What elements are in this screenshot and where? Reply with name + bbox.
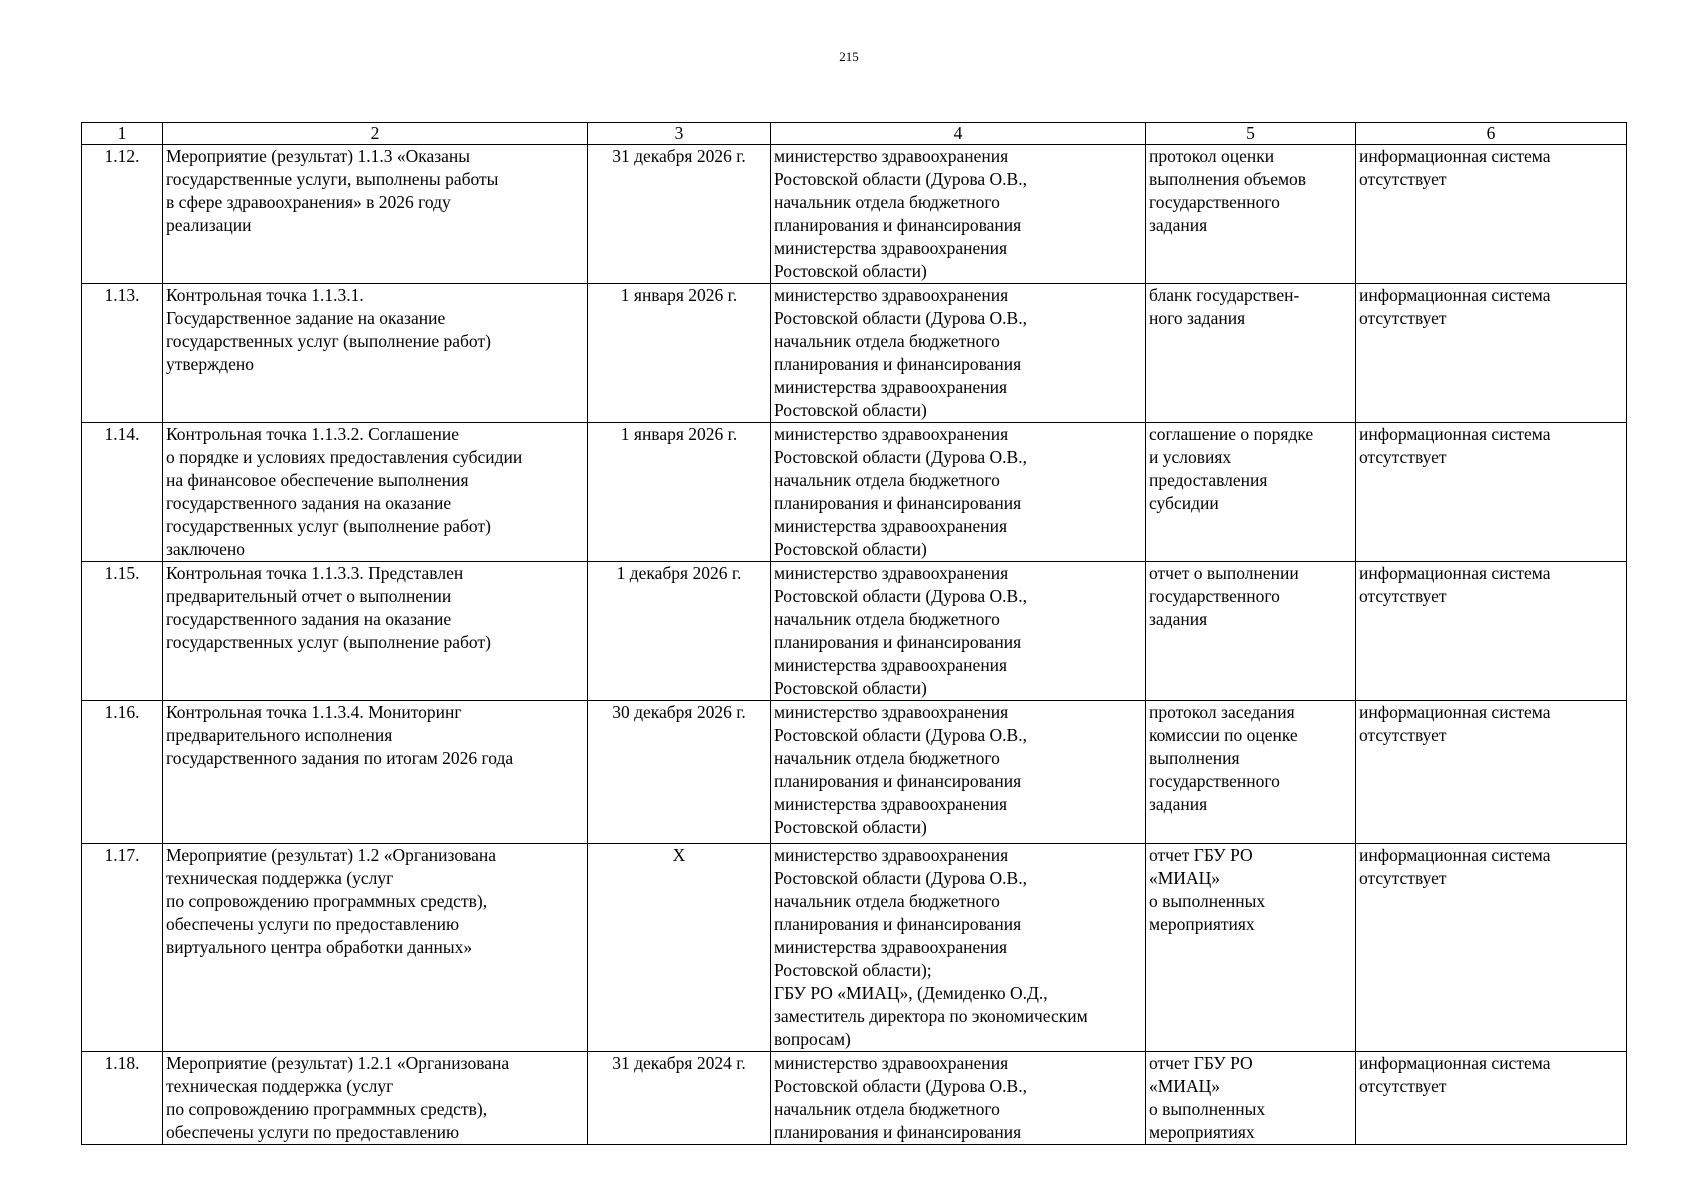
table-row — [82, 562, 1627, 701]
table-row — [82, 423, 1627, 562]
event-name: Контрольная точка 1.1.3.2. Соглашение о порядке и условиях предоставления субсидии на финансовое обеспечение выполнения государственного задания на оказание государственных услуг (выполнение работ) заключено — [163, 423, 588, 562]
confirming-document: протокол заседания комиссии по оценке выполнения государственного задания — [1146, 701, 1356, 844]
event-name: Мероприятие (результат) 1.2 «Организована техническая поддержка (услуг по сопровождению программных средств), обеспечены услуги по предоставлению виртуального центра обработки данных» — [163, 844, 588, 1052]
row-number: 1.16. — [82, 701, 163, 844]
row-number: 1.17. — [82, 844, 163, 1052]
information-system: информационная система отсутствует — [1356, 701, 1627, 844]
table-row — [82, 1052, 1627, 1145]
event-name: Мероприятие (результат) 1.2.1 «Организована техническая поддержка (услуг по сопровождению программных средств), обеспечены услуги по предоставлению — [163, 1052, 588, 1145]
table-body — [82, 145, 1627, 1145]
responsible-executor: министерство здравоохранения Ростовской области (Дурова О.В., начальник отдела бюджетного планирования и финансирования министерства здравоохранения Ростовской области) — [771, 701, 1146, 844]
column-header-1: 1 — [82, 123, 163, 145]
column-header-6: 6 — [1356, 123, 1627, 145]
schedule-table — [81, 122, 1627, 1145]
table-row — [82, 701, 1627, 844]
row-number: 1.13. — [82, 284, 163, 423]
responsible-executor: министерство здравоохранения Ростовской области (Дурова О.В., начальник отдела бюджетного планирования и финансирования министерства здравоохранения Ростовской области) — [771, 562, 1146, 701]
deadline-date: 31 декабря 2026 г. — [588, 145, 771, 284]
table-row — [82, 145, 1627, 284]
information-system: информационная система отсутствует — [1356, 423, 1627, 562]
deadline-date: 30 декабря 2026 г. — [588, 701, 771, 844]
column-header-5: 5 — [1146, 123, 1356, 145]
deadline-date: 1 декабря 2026 г. — [588, 562, 771, 701]
page-number: 215 — [839, 49, 859, 64]
row-number: 1.12. — [82, 145, 163, 284]
confirming-document: соглашение о порядке и условиях предоставления субсидии — [1146, 423, 1356, 562]
row-number: 1.14. — [82, 423, 163, 562]
deadline-date: 1 января 2026 г. — [588, 423, 771, 562]
responsible-executor: министерство здравоохранения Ростовской области (Дурова О.В., начальник отдела бюджетного планирования и финансирования министерства здравоохранения Ростовской области) — [771, 284, 1146, 423]
information-system: информационная система отсутствует — [1356, 145, 1627, 284]
table-header — [82, 123, 1627, 145]
event-name: Мероприятие (результат) 1.1.3 «Оказаны государственные услуги, выполнены работы в сфере здравоохранения» в 2026 году реализации — [163, 145, 588, 284]
table-row — [82, 284, 1627, 423]
confirming-document: отчет ГБУ РО «МИАЦ» о выполненных мероприятиях — [1146, 1052, 1356, 1145]
event-name: Контрольная точка 1.1.3.1. Государственное задание на оказание государственных услуг (выполнение работ) утверждено — [163, 284, 588, 423]
event-name: Контрольная точка 1.1.3.3. Представлен предварительный отчет о выполнении государственного задания на оказание государственных услуг (выполнение работ) — [163, 562, 588, 701]
confirming-document: отчет ГБУ РО «МИАЦ» о выполненных мероприятиях — [1146, 844, 1356, 1052]
column-header-3: 3 — [588, 123, 771, 145]
table-row — [82, 844, 1627, 1052]
information-system: информационная система отсутствует — [1356, 284, 1627, 423]
responsible-executor: министерство здравоохранения Ростовской области (Дурова О.В., начальник отдела бюджетного планирования и финансирования — [771, 1052, 1146, 1145]
row-number: 1.18. — [82, 1052, 163, 1145]
deadline-date: 31 декабря 2024 г. — [588, 1052, 771, 1145]
confirming-document: бланк государствен- ного задания — [1146, 284, 1356, 423]
column-header-2: 2 — [163, 123, 588, 145]
row-number: 1.15. — [82, 562, 163, 701]
responsible-executor: министерство здравоохранения Ростовской области (Дурова О.В., начальник отдела бюджетного планирования и финансирования министерства здравоохранения Ростовской области); ГБУ РО «МИАЦ», (Демиденко О.Д., заместитель директора по экономическим вопросам) — [771, 844, 1146, 1052]
event-name: Контрольная точка 1.1.3.4. Мониторинг предварительного исполнения государственного задания по итогам 2026 года — [163, 701, 588, 844]
header-row — [82, 123, 1627, 145]
information-system: информационная система отсутствует — [1356, 562, 1627, 701]
information-system: информационная система отсутствует — [1356, 1052, 1627, 1145]
confirming-document: отчет о выполнении государственного задания — [1146, 562, 1356, 701]
column-header-4: 4 — [771, 123, 1146, 145]
responsible-executor: министерство здравоохранения Ростовской области (Дурова О.В., начальник отдела бюджетного планирования и финансирования министерства здравоохранения Ростовской области) — [771, 145, 1146, 284]
information-system: информационная система отсутствует — [1356, 844, 1627, 1052]
confirming-document: протокол оценки выполнения объемов государственного задания — [1146, 145, 1356, 284]
deadline-date: X — [588, 844, 771, 1052]
responsible-executor: министерство здравоохранения Ростовской области (Дурова О.В., начальник отдела бюджетного планирования и финансирования министерства здравоохранения Ростовской области) — [771, 423, 1146, 562]
deadline-date: 1 января 2026 г. — [588, 284, 771, 423]
